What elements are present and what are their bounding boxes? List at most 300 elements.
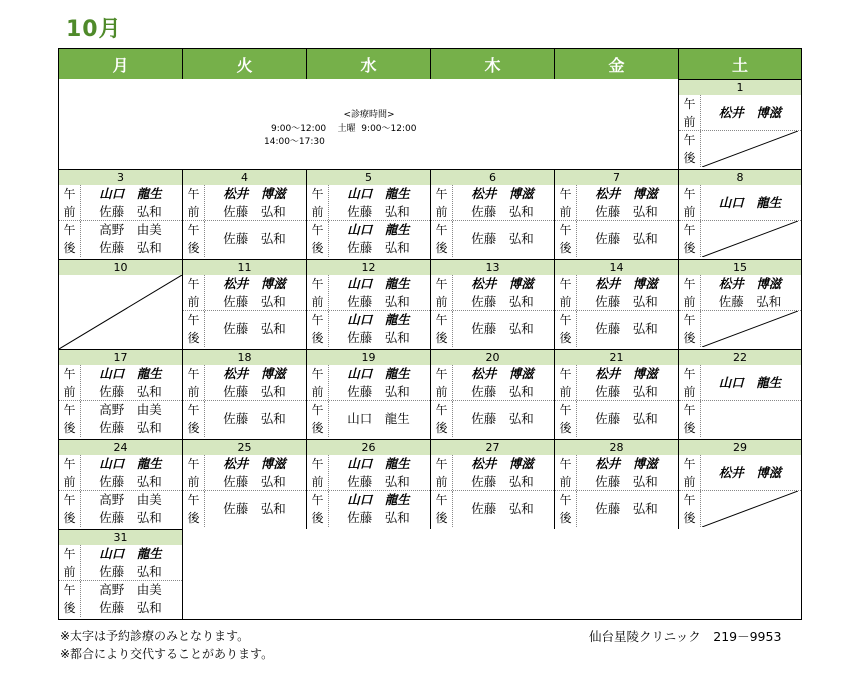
pm-label [59,581,81,617]
weekday-header: 金 [555,49,679,79]
doctor-name: 山口 龍生 [347,492,410,507]
am-label [59,365,81,400]
slot-label-char: 午 [559,457,572,471]
am-label [431,185,453,220]
day-cell [679,455,801,529]
day-cell [431,365,555,439]
day-cell [183,455,307,529]
morning-slot [679,455,801,491]
slot-label-char: 午 [435,277,448,291]
am-label [307,185,329,220]
day-cell [555,455,679,529]
hours-line-1: 9:00～12:00 土曜 9:00～12:00 [271,124,417,134]
date-label: 18 [183,349,307,365]
slot-label-char: 午 [63,367,76,381]
day-cell [679,185,801,259]
date-label: 21 [555,349,679,365]
am-label [679,275,701,310]
morning-slot [555,455,678,491]
clinic-hours-box [59,79,679,169]
date-label: 28 [555,439,679,455]
closed-slash [702,491,798,527]
date-label: 10 [59,259,183,275]
am-label [431,365,453,400]
slot-label-char: 午 [683,493,696,507]
pm-label [59,401,81,437]
slot-label-char: 後 [559,421,572,435]
doctor-name: 佐藤 弘和 [99,204,162,219]
doctor-name: 佐藤 弘和 [347,474,410,489]
date-label: 27 [431,439,555,455]
date-label: 5 [307,169,431,185]
date-label: 20 [431,349,555,365]
doctor-name: 佐藤 弘和 [471,231,534,246]
doctor-name: 佐藤 弘和 [471,294,534,309]
day-cell [183,275,307,349]
doctor-name: 山口 龍生 [347,276,410,291]
slot-label-char: 午 [683,133,696,147]
date-label: 19 [307,349,431,365]
slot-label-char: 前 [435,205,448,219]
hours-heading: <診療時間> [343,110,395,120]
slot-label-char: 前 [63,475,76,489]
morning-slot [555,185,678,221]
doctor-name: 佐藤 弘和 [471,411,534,426]
am-label [59,545,81,580]
doctor-name: 松井 博滋 [471,186,534,201]
doctor-name: 佐藤 弘和 [99,510,162,525]
doctor-name: 松井 博滋 [471,456,534,471]
slot-label-char: 後 [435,331,448,345]
morning-slot [555,275,678,311]
slot-label-char: 後 [187,511,200,525]
slot-label-char: 後 [311,511,324,525]
day-cell [431,455,555,529]
morning-slot [59,545,182,581]
slot-label-char: 午 [311,403,324,417]
doctor-name: 山口 龍生 [347,456,410,471]
afternoon-slot [679,221,801,257]
slot-label-char: 前 [559,295,572,309]
slot-label-char: 後 [435,421,448,435]
pm-label [431,491,453,527]
slot-label-char: 午 [63,583,76,597]
slot-label-char: 後 [63,601,76,615]
slot-label-char: 前 [559,205,572,219]
pm-label [183,491,205,527]
doctor-name: 松井 博滋 [223,456,286,471]
day-cell [307,275,431,349]
slot-label-char: 午 [435,457,448,471]
am-label [431,455,453,490]
slot-label-char: 午 [435,367,448,381]
date-label: 14 [555,259,679,275]
slot-label-char: 後 [559,511,572,525]
slot-label-char: 午 [683,187,696,201]
morning-slot [59,185,182,221]
slot-label-char: 午 [311,313,324,327]
am-label [307,455,329,490]
pm-label [307,221,329,257]
am-label [555,365,577,400]
doctor-name: 佐藤 弘和 [595,231,658,246]
doctor-name: 佐藤 弘和 [718,294,782,309]
doctor-name: 山口 龍生 [99,456,162,471]
morning-slot [59,455,182,491]
doctor-name: 松井 博滋 [471,276,534,291]
slot-label-char: 後 [683,331,696,345]
slot-label-char: 前 [311,295,324,309]
pm-label [679,491,701,527]
slot-label-char: 午 [63,547,76,561]
slot-label-char: 後 [187,331,200,345]
doctor-name: 松井 博滋 [223,276,286,291]
doctor-name: 高野 由美 [99,402,162,417]
doctor-name: 山口 龍生 [347,366,410,381]
slot-label-char: 午 [683,313,696,327]
doctor-name: 佐藤 弘和 [223,231,286,246]
am-label [183,185,205,220]
slot-label-char: 前 [683,205,696,219]
slot-label-char: 午 [187,457,200,471]
slot-label-char: 後 [187,421,200,435]
morning-slot [307,365,430,401]
day-cell [59,545,183,619]
morning-slot [431,185,554,221]
afternoon-slot [679,131,801,167]
doctor-name: 佐藤 弘和 [471,474,534,489]
date-label: 3 [59,169,183,185]
slot-label-char: 後 [311,331,324,345]
slot-label-char: 後 [63,511,76,525]
slot-label-char: 午 [683,223,696,237]
doctor-name: 佐藤 弘和 [347,204,410,219]
doctor-name: 佐藤 弘和 [471,204,534,219]
doctor-name: 松井 博滋 [718,465,782,480]
slot-label-char: 前 [559,385,572,399]
slot-label-char: 後 [683,511,696,525]
day-cell [307,185,431,259]
am-label [307,275,329,310]
weekday-header: 土 [679,49,801,79]
date-label: 8 [679,169,801,185]
doctor-name: 佐藤 弘和 [471,384,534,399]
pm-label [59,491,81,527]
afternoon-slot [679,491,801,527]
date-label: 12 [307,259,431,275]
slot-label-char: 午 [187,493,200,507]
slot-label-char: 後 [63,421,76,435]
slot-label-char: 後 [683,151,696,165]
day-cell [59,455,183,529]
doctor-name: 佐藤 弘和 [347,510,410,525]
closed-slash [59,275,182,349]
pm-label [555,401,577,437]
day-cell [431,275,555,349]
date-label: 17 [59,349,183,365]
slot-label-char: 後 [435,241,448,255]
day-cell [679,275,801,349]
weekday-header: 木 [431,49,555,79]
slot-label-char: 午 [559,277,572,291]
afternoon-slot [431,401,554,437]
morning-slot [431,365,554,401]
note-substitution: ※都合により交代することがあります。 [60,647,274,661]
slot-label-char: 前 [63,565,76,579]
date-label: 31 [59,529,183,545]
morning-slot [307,275,430,311]
slot-label-char: 午 [311,223,324,237]
slot-label-char: 午 [435,493,448,507]
morning-slot [183,185,306,221]
date-label: 4 [183,169,307,185]
afternoon-slot [555,221,678,257]
doctor-name: 松井 博滋 [595,276,658,291]
pm-label [679,221,701,257]
doctor-name: 佐藤 弘和 [595,474,658,489]
slot-label-char: 前 [435,475,448,489]
slot-label-char: 午 [683,277,696,291]
morning-slot [431,275,554,311]
afternoon-slot [555,401,678,437]
pm-label [307,491,329,527]
doctor-name: 佐藤 弘和 [471,321,534,336]
slot-label-char: 午 [311,277,324,291]
day-cell [307,365,431,439]
slot-label-char: 午 [187,403,200,417]
doctor-name: 山口 龍生 [99,546,162,561]
doctor-name: 松井 博滋 [471,366,534,381]
afternoon-slot [59,221,182,257]
slot-label-char: 前 [311,385,324,399]
pm-label [431,221,453,257]
slot-label-char: 前 [683,115,696,129]
day-cell [59,365,183,439]
doctor-name: 松井 博滋 [595,366,658,381]
date-label: 29 [679,439,801,455]
pm-label [679,311,701,347]
slot-label-char: 午 [559,187,572,201]
day-cell [679,365,801,439]
morning-slot [307,455,430,491]
am-label [183,455,205,490]
pm-label [555,491,577,527]
date-label: 7 [555,169,679,185]
slot-label-char: 後 [311,421,324,435]
date-label: 25 [183,439,307,455]
slot-label-char: 午 [187,367,200,381]
date-label: 1 [679,79,801,95]
slot-label-char: 午 [559,313,572,327]
afternoon-slot [431,491,554,527]
afternoon-slot [183,491,306,527]
morning-slot [679,275,801,311]
day-cell [59,275,183,349]
day-cell [431,185,555,259]
doctor-name: 山口 龍生 [99,186,162,201]
morning-slot [679,185,801,221]
pm-label [183,311,205,347]
afternoon-slot [183,221,306,257]
slot-label-char: 午 [63,457,76,471]
am-label [59,455,81,490]
day-cell [555,185,679,259]
closed-slash [702,311,798,347]
note-bold-meaning: ※太字は予約診療のみとなります。 [60,629,250,643]
slot-label-char: 午 [683,457,696,471]
hours-line-2: 14:00～17:30 [264,137,325,147]
date-label: 22 [679,349,801,365]
weekday-header: 火 [183,49,307,79]
date-label: 24 [59,439,183,455]
date-label: 26 [307,439,431,455]
slot-label-char: 午 [63,223,76,237]
pm-label [679,401,701,437]
doctor-name: 山口 龍生 [347,186,410,201]
pm-label [431,311,453,347]
slot-label-char: 前 [435,385,448,399]
slot-label-char: 午 [559,403,572,417]
afternoon-slot [431,221,554,257]
slot-label-char: 前 [435,295,448,309]
am-label [307,365,329,400]
doctor-name: 佐藤 弘和 [471,501,534,516]
morning-slot [183,455,306,491]
slot-label-char: 午 [311,457,324,471]
slot-label-char: 午 [435,403,448,417]
afternoon-slot [431,311,554,347]
weekday-header: 月 [59,49,183,79]
doctor-name: 佐藤 弘和 [595,384,658,399]
afternoon-slot [307,401,430,437]
slot-label-char: 午 [683,367,696,381]
am-label [555,275,577,310]
doctor-name: 高野 由美 [99,492,162,507]
doctor-name: 佐藤 弘和 [595,204,658,219]
doctor-name: 山口 龍生 [347,312,410,327]
doctor-name: 佐藤 弘和 [223,204,286,219]
date-label: 15 [679,259,801,275]
weekday-header: 水 [307,49,431,79]
slot-label-char: 後 [311,241,324,255]
slot-label-char: 午 [559,223,572,237]
afternoon-slot [679,311,801,347]
afternoon-slot [59,581,182,617]
pm-label [555,221,577,257]
doctor-name: 佐藤 弘和 [595,411,658,426]
slot-label-char: 午 [63,187,76,201]
pm-label [183,221,205,257]
pm-label [183,401,205,437]
slot-label-char: 前 [187,385,200,399]
doctor-name: 松井 博滋 [223,366,286,381]
morning-slot [183,275,306,311]
doctor-name: 佐藤 弘和 [595,294,658,309]
doctor-name: 山口 龍生 [347,411,410,426]
slot-label-char: 前 [187,295,200,309]
doctor-name: 松井 博滋 [718,276,782,291]
doctor-name: 佐藤 弘和 [223,294,286,309]
pm-label [555,311,577,347]
day-cell [183,365,307,439]
afternoon-slot [555,311,678,347]
morning-slot [679,365,801,401]
am-label [183,365,205,400]
afternoon-slot [183,401,306,437]
slot-label-char: 午 [311,187,324,201]
doctor-name: 佐藤 弘和 [595,501,658,516]
slot-label-char: 午 [683,403,696,417]
slot-label-char: 前 [683,475,696,489]
doctor-name: 山口 龍生 [718,195,782,210]
doctor-name: 松井 博滋 [595,186,658,201]
slot-label-char: 午 [187,223,200,237]
doctor-name: 佐藤 弘和 [347,240,410,255]
slot-label-char: 前 [683,295,696,309]
am-label [183,275,205,310]
doctor-name: 佐藤 弘和 [99,564,162,579]
afternoon-slot [555,491,678,527]
afternoon-slot [307,221,430,257]
doctor-name: 佐藤 弘和 [99,240,162,255]
afternoon-slot [307,491,430,527]
doctor-name: 佐藤 弘和 [347,330,410,345]
pm-label [431,401,453,437]
closed-slash [702,131,798,167]
doctor-name: 佐藤 弘和 [347,384,410,399]
slot-label-char: 午 [683,97,696,111]
slot-label-char: 前 [187,475,200,489]
schedule-calendar [58,48,802,620]
slot-label-char: 後 [559,241,572,255]
slot-label-char: 前 [683,385,696,399]
slot-label-char: 午 [187,313,200,327]
day-cell [307,455,431,529]
pm-label [307,311,329,347]
date-label: 13 [431,259,555,275]
doctor-name: 佐藤 弘和 [223,474,286,489]
doctor-name: 佐藤 弘和 [223,321,286,336]
slot-label-char: 後 [187,241,200,255]
slot-label-char: 午 [63,403,76,417]
morning-slot [555,365,678,401]
morning-slot [307,185,430,221]
am-label [555,455,577,490]
day-cell [183,185,307,259]
slot-label-char: 午 [311,493,324,507]
slot-label-char: 午 [559,493,572,507]
slot-label-char: 午 [559,367,572,381]
slot-label-char: 前 [311,475,324,489]
slot-label-char: 午 [63,493,76,507]
pm-label [307,401,329,437]
doctor-name: 松井 博滋 [718,105,782,120]
slot-label-char: 午 [435,223,448,237]
am-label [679,95,701,130]
doctor-name: 佐藤 弘和 [223,384,286,399]
afternoon-slot [183,311,306,347]
doctor-name: 佐藤 弘和 [595,321,658,336]
doctor-name: 松井 博滋 [223,186,286,201]
doctor-name: 佐藤 弘和 [223,501,286,516]
am-label [679,365,701,400]
am-label [59,185,81,220]
afternoon-slot [59,401,182,437]
day-cell [59,185,183,259]
doctor-name: 佐藤 弘和 [99,384,162,399]
pm-label [59,221,81,257]
doctor-name: 山口 龍生 [99,366,162,381]
